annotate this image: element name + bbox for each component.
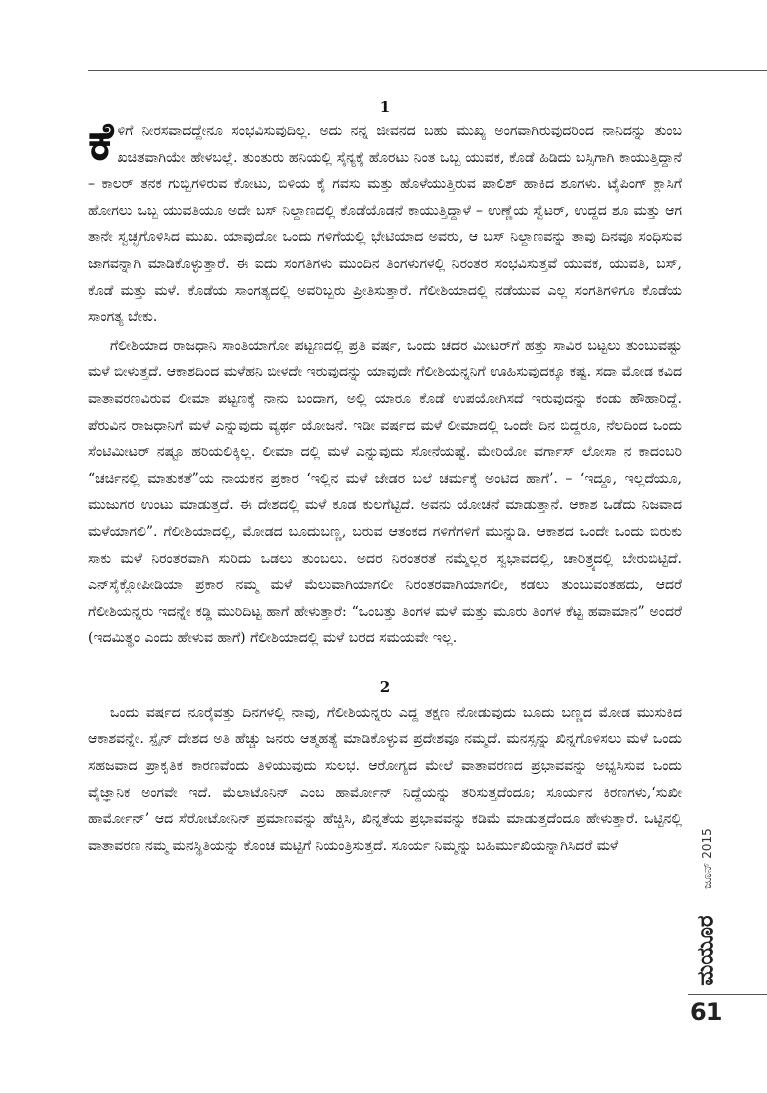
page-number: 61 [690, 998, 722, 1026]
issue-date [694, 808, 720, 908]
section-number: 2 [379, 677, 391, 696]
top-rule [88, 70, 767, 71]
issue-date-text: ಜೂನ್ 2015 [699, 827, 714, 889]
magazine-logo [688, 914, 724, 986]
article-column [88, 98, 682, 859]
paragraph-text: ಳಿಗೆ ನೀರಸವಾದದ್ದೇನೂ ಸಂಭವಿಸುವುದಿಲ್ಲ. ಅದು ನನ್ನ ಜೀವನದ ಬಹು ಮುಖ್ಯ ಅಂಗವಾಗಿರುವುದರಿಂದ ನಾನಿದನ್ನು ತುಂಬ ಖಚಿತವಾಗಿಯೇ ಹೇಳಬಲ್ಲೆ. ತುಂತುರು ಹನಿಯಲ್ಲಿ ಸೈನ್ಯಕ್ಕೆ ಹೊರಟು ನಿಂತ ಒಬ್ಬ ಯುವಕ, ಕೊಡೆ ಹಿಡಿದು ಬಸ್ಸಿಗಾಗಿ ಕಾಯುತ್ತಿದ್ದಾನೆ – ಕಾಲರ್ ತನಕ ಗುಬ್ಬಿಗಳಿರುವ ಕೋಟು, ಬಿಳಿಯ ಕೈ ಗವಸು ಮತ್ತು ಹೊಳೆಯುತ್ತಿರುವ ಪಾಲಿಶ್ ಹಾಕಿದ ಶೂಗಳು. ಟೈಪಿಂಗ್ ಕ್ಲಾಸಿಗೆ ಹೋಗಲು ಒಬ್ಬ ಯುವತಿಯೂ ಅದೇ ಬಸ್ ನಿಲ್ದಾಣದಲ್ಲಿ ಕೊಡೆಯೊಡನೆ ಕಾಯುತ್ತಿದ್ದಾಳೆ – ಉಣ್ಣೆಯ ಸ್ವೆಟರ್, ಉದ್ದದ ಶೂ ಮತ್ತು ಆಗ ತಾನೇ ಸ್ವಚ್ಛಗೊಳಿಸಿದ ಮುಖ. ಯಾವುದೋ ಒಂದು ಗಳಿಗೆಯಲ್ಲಿ ಭೇಟಿಯಾದ ಅವರು, ಆ ಬಸ್ ನಿಲ್ದಾಣವನ್ನು ತಾವು ದಿನವೂ ಸಂಧಿಸುವ ಜಾಗವನ್ನಾಗಿ ಮಾಡಿಕೊಳ್ಳುತ್ತಾರೆ. ಈ ಐದು ಸಂಗತಿಗಳು ಮುಂದಿನ ತಿಂಗಳುಗಳಲ್ಲಿ ನಿರಂತರ ಸಂಭವಿಸುತ್ತವೆ ಯುವಕ, ಯುವತಿ, ಬಸ್, ಕೊಡೆ ಮತ್ತು ಮಳೆ. ಕೊಡೆಯ ಸಾಂಗತ್ಯದಲ್ಲಿ ಅವರಿಬ್ಬರು ಪ್ರೀತಿಸುತ್ತಾರೆ. ಗೆಲೀಶಿಯಾದಲ್ಲಿ ನಡೆಯುವ ಎಲ್ಲ ಸಂಗತಿಗಳಿಗೂ ಕೊಡೆಯ ಸಾಂಗತ್ಯ ಬೇಕು. [88, 123, 682, 326]
paragraph: ಗೆಲೀಶಿಯಾದ ರಾಜಧಾನಿ ಸಾಂತಿಯಾಗೋ ಪಟ್ಟಣದಲ್ಲಿ ಪ್ರತಿ ವರ್ಷ, ಒಂದು ಚದರ ಮೀಟರ್‌ಗೆ ಹತ್ತು ಸಾವಿರ ಬಟ್ಟಲು ತುಂಬುವಷ್ಟು ಮಳೆ ಬೀಳುತ್ತದೆ. ಆಕಾಶದಿಂದ ಮಳೆಹನಿ ಬೀಳದೇ ಇರುವುದನ್ನು ಯಾವುದೇ ಗೆಲೀಶಿಯನ್ನನಿಗೆ ಊಹಿಸುವುದಕ್ಕೂ ಕಷ್ಟ. ಸದಾ ಮೋಡ ಕವಿದ ವಾತಾವರಣವಿರುವ ಲೀಮಾ ಪಟ್ಟಣಕ್ಕೆ ನಾನು ಬಂದಾಗ, ಅಲ್ಲಿ ಯಾರೂ ಕೊಡೆ ಉಪಯೋಗಿಸದೆ ಇರುವುದನ್ನು ಕಂಡು ಹೌಹಾರಿದ್ದೆ. ಪೆರುವಿನ ರಾಜಧಾನಿಗೆ ಮಳೆ ಎನ್ನುವುದು ವ್ಯರ್ಥ ಯೋಜನೆ. ಇಡೀ ವರ್ಷದ ಮಳೆ ಲೀಮಾದಲ್ಲಿ ಒಂದೇ ದಿನ ಬಿದ್ದರೂ, ನೆಲದಿಂದ ಒಂದು ಸೆಂಟಿಮೀಟರ್ ನಷ್ಟೂ ಹರಿಯಲಿಕ್ಕಿಲ್ಲ. ಲೀಮಾ ದಲ್ಲಿ ಮಳೆ ಎನ್ನುವುದು ಸೋನೆಯಷ್ಟೆ. ಮೇರಿಯೋ ವರ್ಗಾಸ್ ಲೋಸಾ ನ ಕಾದಂಬರಿ “ಚರ್ಚಿನಲ್ಲಿ ಮಾತುಕತೆ”ಯ ನಾಯಕನ ಪ್ರಕಾರ ‘ಇಲ್ಲಿನ ಮಳೆ ಜೇಡರ ಬಲೆ ಚರ್ಮಕ್ಕೆ ಅಂಟಿದ ಹಾಗೆ’. – ‘ಇದ್ದೂ, ಇಲ್ಲದೆಯೂ, ಮುಜುಗರ ಉಂಟು ಮಾಡುತ್ತದೆ. ಈ ದೇಶದಲ್ಲಿ ಮಳೆ ಕೂಡ ಕುಲಗೆಟ್ಟಿದೆ. ಅವನು ಯೋಚನೆ ಮಾಡುತ್ತಾನೆ. ಆಕಾಶ ಒಡೆದು ನಿಜವಾದ ಮಳೆಯಾಗಲಿ”. ಗೆಲೀಶಿಯಾದಲ್ಲಿ, ಮೋಡದ ಬೂದುಬಣ್ಣ, ಬರುವ ಆತಂಕದ ಗಳಿಗೆಗಳಿಗೆ ಮುನ್ನುಡಿ. ಆಕಾಶದ ಒಂದೇ ಒಂದು ಬಿರುಕು ಸಾಕು ಮಳೆ ನಿರಂತರವಾಗಿ ಸುರಿದು ಒಡಲು ತುಂಬಲು. ಅದರ ನಿರಂತರತೆ ನಮ್ಮೆಲ್ಲರ ಸ್ವಭಾವದಲ್ಲಿ, ಚಾರಿತ್ರ್ಯದಲ್ಲಿ ಬೇರುಬಿಟ್ಟಿದೆ. ಎನ್‌ಸೈಕ್ಲೋಪೀಡಿಯಾ ಪ್ರಕಾರ ನಮ್ಮ ಮಳೆ ಮೆಲುವಾಗಿಯಾಗಲೀ ನಿರಂತರವಾಗಿಯಾಗಲೀ, ಕಡಲು ತುಂಬುವಂತಹದು, ಆದರೆ ಗೆಲೀಶಿಯನ್ನರು ಇದನ್ನೇ ಕಡ್ಡಿ ಮುರಿದಿಟ್ಟ ಹಾಗೆ ಹೇಳುತ್ತಾರೆ: “ಒಂಬತ್ತು ತಿಂಗಳ ಮಳೆ ಮತ್ತು ಮೂರು ತಿಂಗಳ ಕೆಟ್ಟ ಹವಾಮಾನ” ಅಂದರೆ (ಇದಮಿತ್ಥಂ ಎಂದು ಹೇಳುವ ಹಾಗೆ) ಗೆಲೀಶಿಯಾದಲ್ಲಿ ಮಳೆ ಬರದ ಸಮಯವೇ ಇಲ್ಲ. [88, 337, 682, 647]
magazine-logo-text: ಮಯೂರ [693, 914, 719, 986]
paragraph [88, 111, 682, 331]
paragraph: ಒಂದು ವರ್ಷದ ನೂರೈವತ್ತು ದಿನಗಳಲ್ಲಿ ನಾವು, ಗೆಲೀಶಿಯನ್ನರು ಎದ್ದ ತಕ್ಷಣ ನೋಡುವುದು ಬೂದು ಬಣ್ಣದ ಮೋಡ ಮುಸುಕಿದ ಆಕಾಶವನ್ನೇ. ಸ್ಪೈನ್ ದೇಶದ ಅತಿ ಹೆಚ್ಚು ಜನರು ಆತ್ಮಹತ್ಯೆ ಮಾಡಿಕೊಳ್ಳುವ ಪ್ರದೇಶವೂ ನಮ್ಮದೆ. ಮನಸ್ಸನ್ನು ಖಿನ್ನಗೊಳಿಸಲು ಮಳೆ ಒಂದು ಸಹಜವಾದ ಪ್ರಾಕೃತಿಕ ಕಾರಣವೆಂದು ತಿಳಿಯುವುದು ಸುಲಭ. ಆರೋಗ್ಯದ ಮೇಲೆ ವಾತಾವರಣದ ಪ್ರಭಾವವನ್ನು ಅಭ್ಯಸಿಸುವ ಒಂದು ವೈಜ್ಞಾನಿಕ ಅಂಗವೇ ಇದೆ. ಮೆಲಾಟೊನಿನ್ ಎಂಬ ಹಾರ್ಮೋನ್ ನಿದ್ದೆಯನ್ನು ತರಿಸುತ್ತದೆಂದೂ; ಸೂರ್ಯನ ಕಿರಣಗಳು,‘ಸುಖೀ ಹಾರ್ಮೋನ್’ ಆದ ಸೆರೋಟೋನಿನ್ ಪ್ರಮಾಣವನ್ನು ಹೆಚ್ಚಿಸಿ, ಖಿನ್ನತೆಯ ಪ್ರಭಾವವನ್ನು ಕಡಿಮೆ ಮಾಡುತ್ತದೆಂದೂ ಹೇಳುತ್ತಾರೆ. ಒಟ್ಟಿನಲ್ಲಿ ವಾತಾವರಣ ನಮ್ಮ ಮನಸ್ಥಿತಿಯನ್ನು ಕೊಂಚ ಮಟ್ಟಿಗೆ ನಿಯಂತ್ರಿಸುತ್ತದೆ. ಸೂರ್ಯ ನಿಮ್ಮನ್ನು ಬಹಿರ್ಮುಖಿಯನ್ನಾಗಿಸಿದರೆ ಮಳೆ [88, 704, 682, 854]
section-number: 1 [379, 98, 391, 116]
footer-rule [688, 994, 767, 995]
drop-cap: ಕೆ [88, 111, 114, 172]
